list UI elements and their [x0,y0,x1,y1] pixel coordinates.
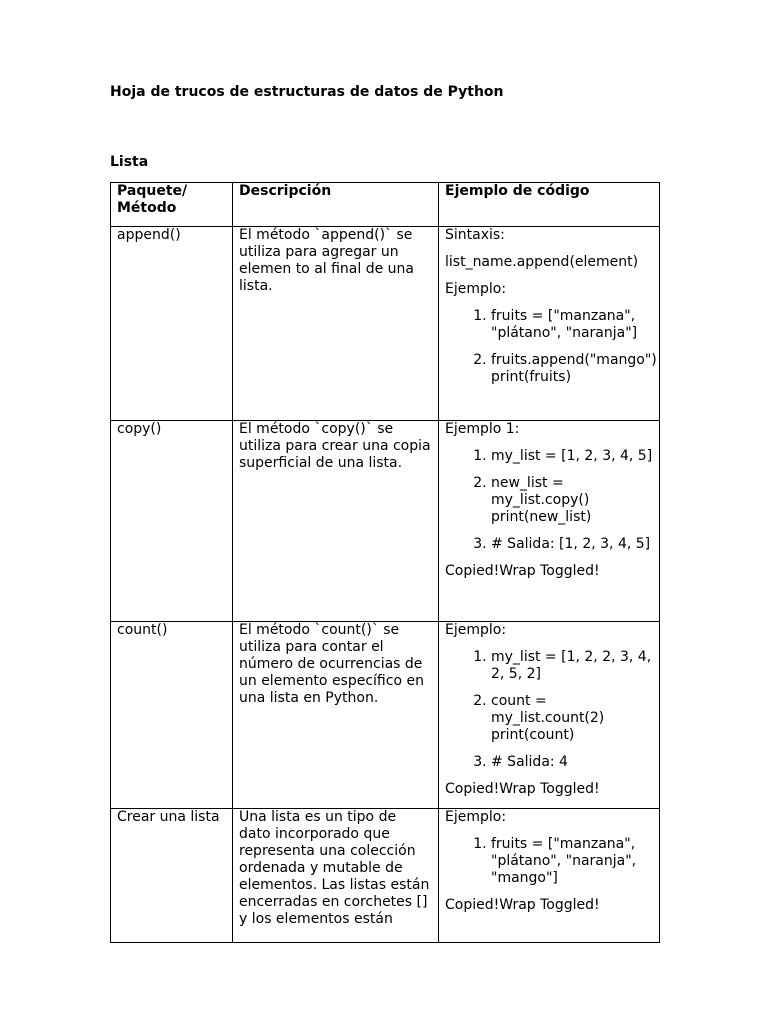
list-item: 2. fruits.append("mango") print(fruits) [491,352,653,386]
method-cell: append() [111,227,233,421]
code-example-label: Ejemplo 1: [445,421,520,437]
method-cell: count() [111,622,233,809]
method-cell: copy() [111,421,233,622]
section-title: Lista [110,154,149,170]
code-cell [439,622,660,809]
list-item: 1. my_list = [1, 2, 2, 3, 4, 2, 5, 2] [491,649,653,683]
description-cell [233,809,439,943]
document-title: Hoja de trucos de estructuras de datos de Python [110,84,504,100]
code-list [445,649,653,771]
description-cell: El método `copy()` se utiliza para crear una copia superficial de una lista. [233,421,439,622]
copy-wrap-controls[interactable]: Copied!Wrap Toggled! [445,781,600,797]
table-row [111,421,660,622]
description-text: Una lista es un tipo de dato incorporado que representa una colección ordenada y mutable de elementos. Las listas están encerradas en corchetes [] y los elementos están [239,809,430,927]
list-item: 2. count = my_list.count(2) print(count) [491,693,653,744]
code-example-label: Ejemplo: [445,809,507,825]
table-header-row [111,183,660,227]
code-list [445,308,657,386]
code-list [445,448,653,553]
list-item: 1. fruits = ["manzana", "plátano", "naranja", "mango"] [491,836,653,887]
table-row [111,809,660,943]
list-item: 2. new_list = my_list.copy() print(new_list) [491,475,653,526]
code-example-label: Ejemplo: [445,281,507,297]
code-intro: Sintaxis: [445,227,505,243]
list-item: 1. fruits = ["manzana", "plátano", "naranja"] [491,308,653,342]
header-description: Descripción [233,183,439,227]
methods-table [110,182,660,943]
header-code-example: Ejemplo de código [439,183,660,227]
code-cell [439,227,660,421]
code-cell [439,421,660,622]
code-syntax: list_name.append(element) [445,254,639,270]
code-cell [439,809,660,943]
list-item: 3. # Salida: 4 [491,754,653,771]
method-cell: Crear una lista [111,809,233,943]
code-example-label: Ejemplo: [445,622,507,638]
description-cell: El método `count()` se utiliza para contar el número de ocurrencias de un elemento específico en una lista en Python. [233,622,439,809]
list-item: 1. my_list = [1, 2, 3, 4, 5] [491,448,653,465]
table-row [111,622,660,809]
code-list [445,836,653,887]
table-row [111,227,660,421]
header-method: Paquete/ Método [111,183,233,227]
list-item: 3. # Salida: [1, 2, 3, 4, 5] [491,536,653,553]
copy-wrap-controls[interactable]: Copied!Wrap Toggled! [445,563,600,579]
copy-wrap-controls[interactable]: Copied!Wrap Toggled! [445,897,600,913]
description-cell: El método `append()` se utiliza para agregar un elemen to al final de una lista. [233,227,439,421]
